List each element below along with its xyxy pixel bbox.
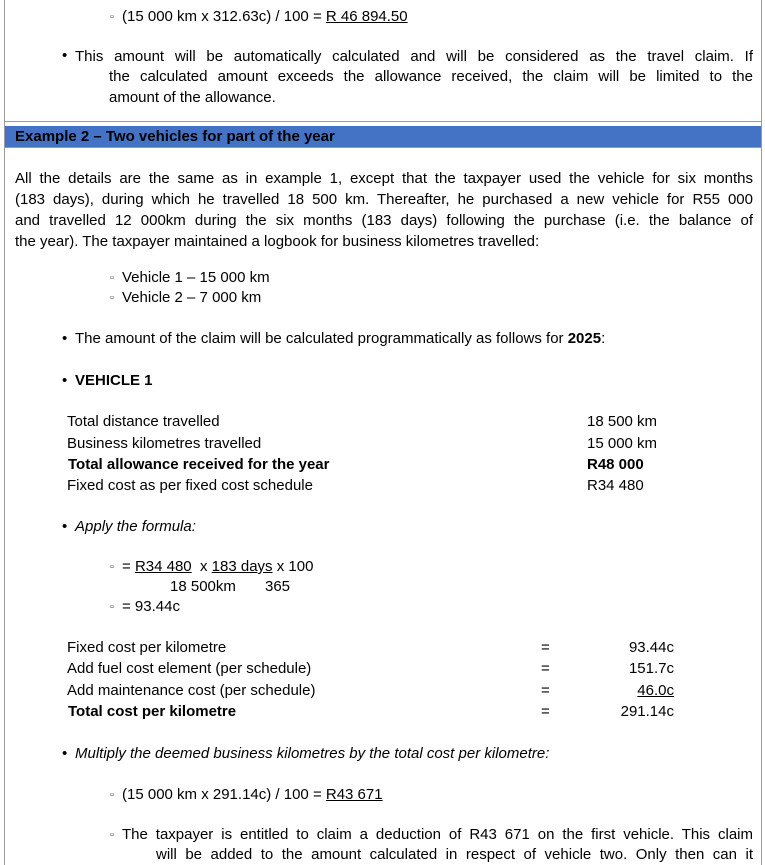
claim-calculation-intro: The amount of the claim will be calculated programmatically as follows for 2025: <box>75 330 606 347</box>
cost-total-value: 291.14c <box>620 703 674 720</box>
detail-value: R48 000 <box>587 456 644 473</box>
example2-title: Example 2 – Two vehicles for part of the year <box>15 128 335 145</box>
detail-label: Total distance travelled <box>67 413 220 430</box>
table-border-right <box>761 0 762 865</box>
square-bullet-icon: ▫ <box>110 601 114 613</box>
detail-label: Total allowance received for the year <box>68 456 330 473</box>
square-bullet-icon: ▫ <box>110 829 114 841</box>
bullet-dot-icon: • <box>62 745 68 762</box>
square-bullet-icon: ▫ <box>110 292 114 304</box>
cost-label: Add maintenance cost (per schedule) <box>67 682 316 699</box>
cost-equals: = <box>541 660 550 677</box>
formula-numerator-line: ▫ = R34 480 x 183 days x 100 <box>110 558 314 575</box>
detail-value: R34 480 <box>587 477 644 494</box>
square-bullet-icon: ▫ <box>110 789 114 801</box>
cost-equals: = <box>541 682 550 699</box>
square-bullet-icon: ▫ <box>110 561 114 573</box>
detail-label: Business kilometres travelled <box>67 435 262 452</box>
example1-calculation-result: R 46 894.50 <box>325 8 408 25</box>
detail-value: 15 000 km <box>587 435 658 452</box>
logbook-item-vehicle2: ▫ Vehicle 2 – 7 000 km <box>110 289 262 306</box>
cost-label: Fixed cost per kilometre <box>67 639 227 656</box>
square-bullet-icon: ▫ <box>110 11 114 23</box>
detail-label: Fixed cost as per fixed cost schedule <box>67 477 313 494</box>
final-note-line2: will be added to the amount calculated in respect of vehicle two. Only then can it <box>156 846 753 863</box>
formula-denominator-days: 365 <box>265 578 291 595</box>
travel-claim-note-line3: amount of the allowance. <box>109 89 276 106</box>
banner-divider <box>4 147 762 148</box>
bullet-dot-icon: • <box>62 330 68 347</box>
formula-days: 183 days <box>211 558 273 575</box>
formula-result-line: ▫ = 93.44c <box>110 598 180 615</box>
cost-value: 151.7c <box>628 660 674 677</box>
formula-denominator-km: 18 500km <box>170 578 236 595</box>
vehicle1-calculation-result: R43 671 <box>325 786 383 803</box>
cost-equals: = <box>541 703 550 720</box>
cost-value-maintenance: 46.0c <box>637 682 674 699</box>
cost-total-label: Total cost per kilometre <box>68 703 237 720</box>
section-divider <box>4 121 762 122</box>
bullet-dot-icon: • <box>62 47 68 64</box>
detail-value: 18 500 km <box>587 413 658 430</box>
square-bullet-icon: ▫ <box>110 272 114 284</box>
bullet-dot-icon: • <box>62 518 68 535</box>
example2-paragraph-line1: All the details are the same as in example 1, except that the taxpayer used the vehicle for six months <box>15 170 753 187</box>
travel-claim-note-line2: the calculated amount exceeds the allowance received, the claim will be limited to the <box>109 68 753 85</box>
formula-heading: Apply the formula: <box>75 518 196 535</box>
travel-claim-note: This amount will be automatically calculated and will be considered as the travel claim. If <box>75 48 753 65</box>
bullet-dot-icon: • <box>62 372 68 389</box>
example2-paragraph-line3: and travelled 12 000km during the six months (183 days) following the purchase (i.e. the balance of <box>15 212 753 229</box>
claim-year: 2025 <box>567 330 602 347</box>
vehicle1-heading: VEHICLE 1 <box>75 372 153 389</box>
example2-paragraph-line2: (183 days), during which he travelled 18 500 km. Thereafter, he purchased a new vehicle for R55 000 <box>15 191 753 208</box>
example2-paragraph-line4: the year). The taxpayer maintained a logbook for business kilometres travelled: <box>15 233 540 250</box>
cost-value: 93.44c <box>628 639 674 656</box>
example1-calculation-line: ▫ (15 000 km x 312.63c) / 100 = R 46 894.50 <box>110 8 408 25</box>
logbook-item-vehicle1: ▫ Vehicle 1 – 15 000 km <box>110 269 270 286</box>
formula-fixed-cost: R34 480 <box>134 558 192 575</box>
cost-equals: = <box>541 639 550 656</box>
final-note-line1: ▫ The taxpayer is entitled to claim a deduction of R43 671 on the first vehicle. This claim <box>110 826 753 843</box>
multiply-heading: Multiply the deemed business kilometres by the total cost per kilometre: <box>75 745 550 762</box>
cost-label: Add fuel cost element (per schedule) <box>67 660 312 677</box>
vehicle1-calculation-line: ▫ (15 000 km x 291.14c) / 100 = R43 671 <box>110 786 383 803</box>
